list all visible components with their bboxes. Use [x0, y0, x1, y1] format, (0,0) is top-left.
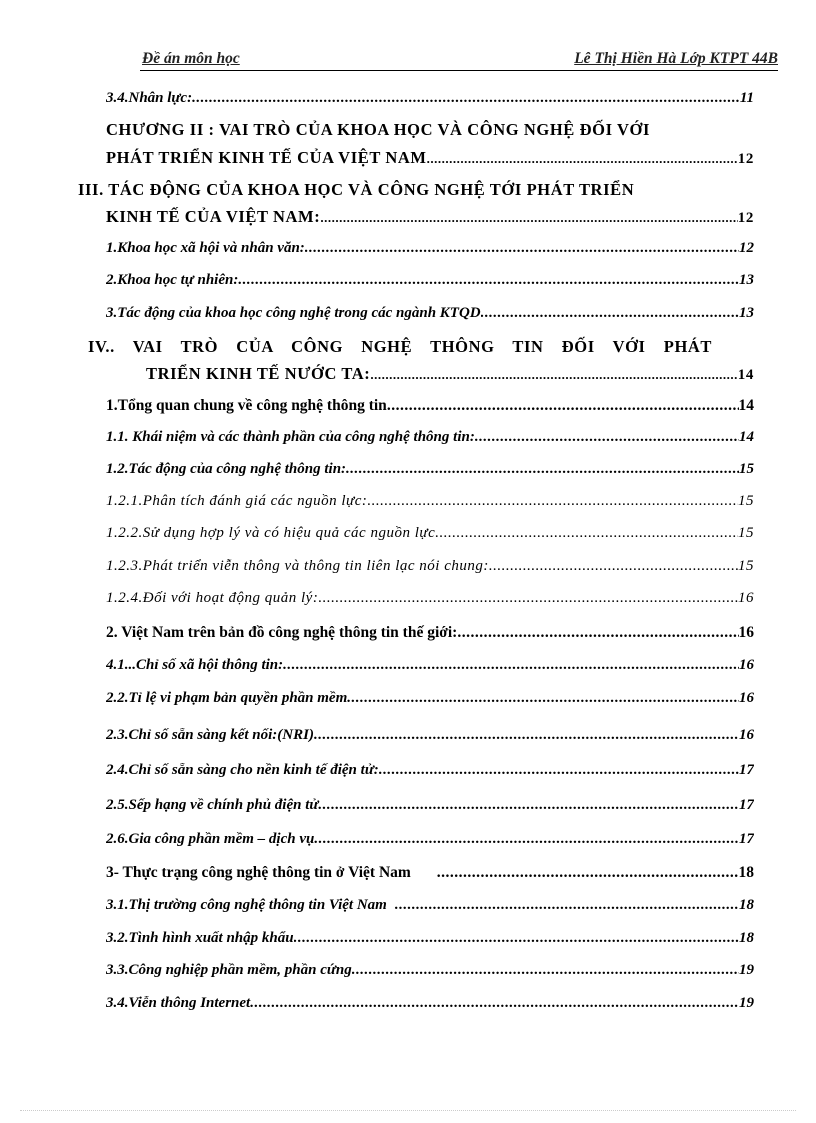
toc-entry[interactable]	[106, 525, 754, 542]
toc-entry[interactable]	[106, 864, 754, 882]
toc-leader-dots	[314, 831, 739, 848]
toc-entry-page: 14	[738, 397, 754, 414]
toc-leader-dots	[352, 962, 739, 979]
toc-entry[interactable]	[106, 897, 754, 914]
toc-entry-title: 1.2.1.Phân tích đánh giá các nguồn lực:	[106, 493, 368, 509]
toc-entry[interactable]	[106, 657, 754, 674]
toc-leader-dots	[305, 240, 739, 257]
toc-entry-page: 16	[739, 690, 754, 706]
toc-entry-title: 3.4.Nhân lực:	[106, 90, 193, 106]
toc-entry-title: 2.4.Chỉ số sẵn sàng cho nền kinh tế điện tử:	[106, 762, 379, 778]
toc-entry[interactable]	[106, 90, 754, 107]
toc-leader-dots	[435, 525, 738, 542]
header-author-class: Lê Thị Hiền Hà Lớp KTPT 44B	[574, 50, 778, 67]
toc-entry[interactable]	[106, 762, 754, 779]
toc-leader-dots	[395, 897, 739, 914]
page-bottom-border	[20, 1110, 796, 1111]
toc-leader-dots	[283, 657, 739, 674]
toc-entry-title: 3.1.Thị trường công nghệ thông tin Việt Nam	[106, 897, 387, 913]
toc-entry-page: 18	[739, 930, 754, 946]
toc-leader-dots	[367, 493, 738, 510]
toc-leader-dots	[489, 558, 738, 575]
toc-entry[interactable]	[106, 831, 754, 848]
toc-entry[interactable]	[106, 690, 754, 707]
toc-chapter-line: CHƯƠNG II : VAI TRÒ CỦA KHOA HỌC VÀ CÔNG NGHỆ ĐỐI VỚI	[106, 120, 650, 139]
toc-entry-page: 19	[739, 995, 754, 1011]
toc-entry-title: KINH TẾ CỦA VIỆT NAM:	[106, 207, 321, 226]
header-course-title: Đề án môn học	[142, 50, 240, 67]
toc-section-line: III. TÁC ĐỘNG CỦA KHOA HỌC VÀ CÔNG NGHỆ TỚI PHÁT TRIỂN	[78, 180, 635, 199]
toc-entry-title: 2.5.Sếp hạng về chính phủ điện tử	[106, 797, 319, 813]
toc-entry-title: 2. Việt Nam trên bản đồ công nghệ thông tin thế giới:	[106, 624, 458, 641]
toc-leader-dots	[347, 690, 739, 707]
toc-entry-page: 18	[739, 897, 754, 913]
toc-entry-title: TRIỂN KINH TẾ NƯỚC TA:	[146, 364, 371, 383]
toc-entry[interactable]	[106, 493, 754, 510]
toc-leader-dots	[370, 367, 737, 383]
toc-entry-title: 3.3.Công nghiệp phần mềm, phần cứng	[106, 962, 352, 978]
toc-entry[interactable]	[106, 207, 754, 227]
toc-entry[interactable]	[106, 930, 754, 947]
toc-leader-dots	[387, 397, 739, 415]
toc-leader-dots	[379, 762, 739, 779]
toc-entry-page: 15	[738, 558, 754, 574]
toc-entry-title: PHÁT TRIỂN KINH TẾ CỦA VIỆT NAM	[106, 148, 427, 167]
toc-entry-page: 16	[739, 657, 754, 673]
toc-entry-page: 17	[739, 831, 754, 847]
toc-entry-page: 16	[738, 590, 754, 606]
toc-entry-page: 14	[737, 367, 754, 383]
toc-entry-title: 1.2.4.Đối với hoạt động quản lý:	[106, 590, 319, 606]
toc-leader-dots	[192, 90, 740, 107]
toc-leader-dots	[238, 272, 739, 289]
toc-entry[interactable]	[106, 727, 754, 744]
toc-entry-title: 4.1...Chỉ số xã hội thông tin:	[106, 657, 284, 673]
toc-leader-dots	[314, 727, 739, 744]
toc-entry-page: 19	[739, 962, 754, 978]
toc-entry-page: 17	[739, 797, 754, 813]
toc-leader-dots	[437, 864, 739, 882]
toc-entry-page: 12	[737, 210, 754, 226]
toc-entry[interactable]	[106, 461, 754, 478]
toc-entry[interactable]	[146, 364, 754, 384]
toc-entry-title: 2.Khoa học tự nhiên:	[106, 272, 239, 288]
toc-entry-page: 15	[738, 493, 754, 509]
toc-entry[interactable]	[106, 624, 754, 642]
toc-entry-title: 1.Tổng quan chung về công nghệ thông tin	[106, 397, 387, 414]
toc-entry-page: 16	[739, 727, 754, 743]
toc-leader-dots	[318, 797, 739, 814]
toc-entry-page: 15	[738, 525, 754, 541]
toc-entry-title: 3.2.Tình hình xuất nhập khẩu	[106, 930, 294, 946]
toc-entry-page: 11	[739, 90, 754, 106]
toc-entry[interactable]	[106, 995, 754, 1012]
toc-entry-page: 18	[738, 864, 754, 881]
toc-entry-title: 2.6.Gia công phần mềm – dịch vụ	[106, 831, 315, 847]
toc-leader-dots	[250, 995, 739, 1012]
toc-entry[interactable]	[106, 590, 754, 607]
toc-leader-dots	[475, 429, 739, 446]
toc-entry[interactable]	[106, 148, 754, 168]
toc-entry-page: 16	[738, 624, 754, 641]
toc-entry[interactable]	[106, 305, 754, 322]
toc-entry-title: 1.2.Tác động của công nghệ thông tin:	[106, 461, 347, 477]
toc-leader-dots	[318, 590, 738, 607]
toc-leader-dots	[481, 305, 739, 322]
toc-entry-page: 17	[739, 762, 754, 778]
toc-entry[interactable]	[106, 397, 754, 415]
toc-entry[interactable]	[106, 962, 754, 979]
toc-entry[interactable]	[106, 272, 754, 289]
toc-leader-dots	[320, 210, 737, 226]
toc-entry-title: 1.2.2.Sử dụng hợp lý và có hiệu quả các nguồn lực	[106, 525, 436, 541]
toc-leader-dots	[427, 151, 738, 167]
toc-entry[interactable]	[106, 558, 754, 575]
toc-entry[interactable]	[106, 797, 754, 814]
toc-entry-page: 12	[737, 151, 754, 167]
toc-leader-dots	[346, 461, 739, 478]
toc-entry[interactable]	[106, 240, 754, 257]
toc-entry-page: 13	[739, 305, 754, 321]
toc-entry-title: 2.2.Tỉ lệ vi phạm bản quyền phần mềm	[106, 690, 348, 706]
toc-entry-title: 1.2.3.Phát triển viễn thông và thông tin liên lạc nói chung:	[106, 558, 489, 574]
toc-section-line: IV.. VAI TRÒ CỦA CÔNG NGHỆ THÔNG TIN ĐỐI VỚI PHÁT	[88, 337, 712, 356]
toc-entry-title: 1.Khoa học xã hội và nhân văn:	[106, 240, 305, 256]
toc-leader-dots	[294, 930, 739, 947]
toc-entry-title: 3.Tác động của khoa học công nghệ trong các ngành KTQD	[106, 305, 481, 321]
toc-entry-page: 12	[739, 240, 754, 256]
toc-entry-title: 3.4.Viễn thông Internet	[106, 995, 251, 1011]
toc-entry-title: 3- Thực trạng công nghệ thông tin ở Việt Nam	[106, 864, 411, 881]
toc-entry-page: 15	[739, 461, 754, 477]
toc-entry[interactable]	[106, 429, 754, 446]
toc-entry-page: 13	[739, 272, 754, 288]
toc-entry-title: 1.1. Khái niệm và các thành phần của công nghệ thông tin:	[106, 429, 475, 445]
toc-entry-page: 14	[739, 429, 754, 445]
toc-leader-dots	[457, 624, 738, 642]
toc-entry-title: 2.3.Chỉ số sẵn sàng kết nối:(NRI)	[106, 727, 314, 743]
